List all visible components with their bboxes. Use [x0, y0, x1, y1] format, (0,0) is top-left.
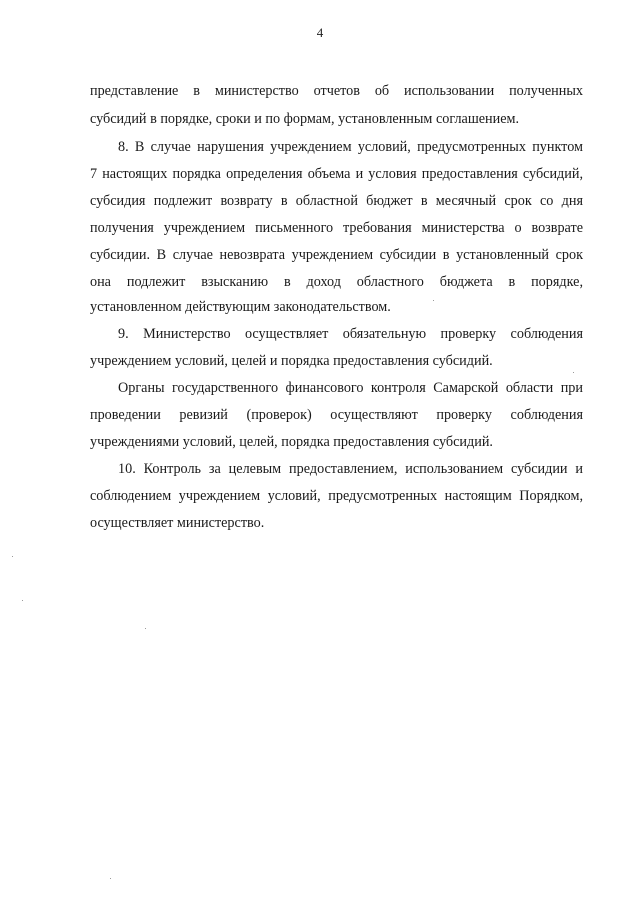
- text-line: Органы государственного финансового контроля Самарской области при: [118, 380, 583, 396]
- scan-speck: [573, 372, 574, 373]
- scan-speck: [110, 878, 111, 879]
- text-line: 7 настоящих порядка определения объема и условия предоставления субсидий,: [90, 166, 583, 182]
- text-line: учреждениями условий, целей, порядка предоставления субсидий.: [90, 434, 493, 450]
- scan-speck: [22, 600, 23, 601]
- scan-speck: [145, 628, 146, 629]
- text-line: соблюдением учреждением условий, предусмотренных настоящим Порядком,: [90, 488, 583, 504]
- text-line: 8. В случае нарушения учреждением условий, предусмотренных пунктом: [118, 139, 583, 155]
- text-line: установленном действующим законодательством.: [90, 299, 391, 315]
- text-line: 9. Министерство осуществляет обязательную проверку соблюдения: [118, 326, 583, 342]
- text-line: она подлежит взысканию в доход областного бюджета в порядке,: [90, 274, 583, 290]
- text-line: осуществляет министерство.: [90, 515, 265, 531]
- text-line: проведении ревизий (проверок) осуществляют проверку соблюдения: [90, 407, 583, 423]
- scan-speck: [433, 300, 434, 301]
- text-line: субсидий в порядке, сроки и по формам, установленным соглашением.: [90, 111, 520, 127]
- text-line: субсидия подлежит возврату в областной бюджет в месячный срок со дня: [90, 193, 583, 209]
- text-line: субсидии. В случае невозврата учреждением субсидии в установленный срок: [90, 247, 583, 263]
- scan-speck: [12, 556, 13, 557]
- page-number: 4: [316, 25, 324, 40]
- text-line: получения учреждением письменного требования министерства о возврате: [90, 220, 583, 236]
- text-line: 10. Контроль за целевым предоставлением, использованием субсидии и: [118, 461, 583, 477]
- text-line: представление в министерство отчетов об использовании полученных: [90, 83, 583, 99]
- text-line: учреждением условий, целей и порядка предоставления субсидий.: [90, 353, 493, 369]
